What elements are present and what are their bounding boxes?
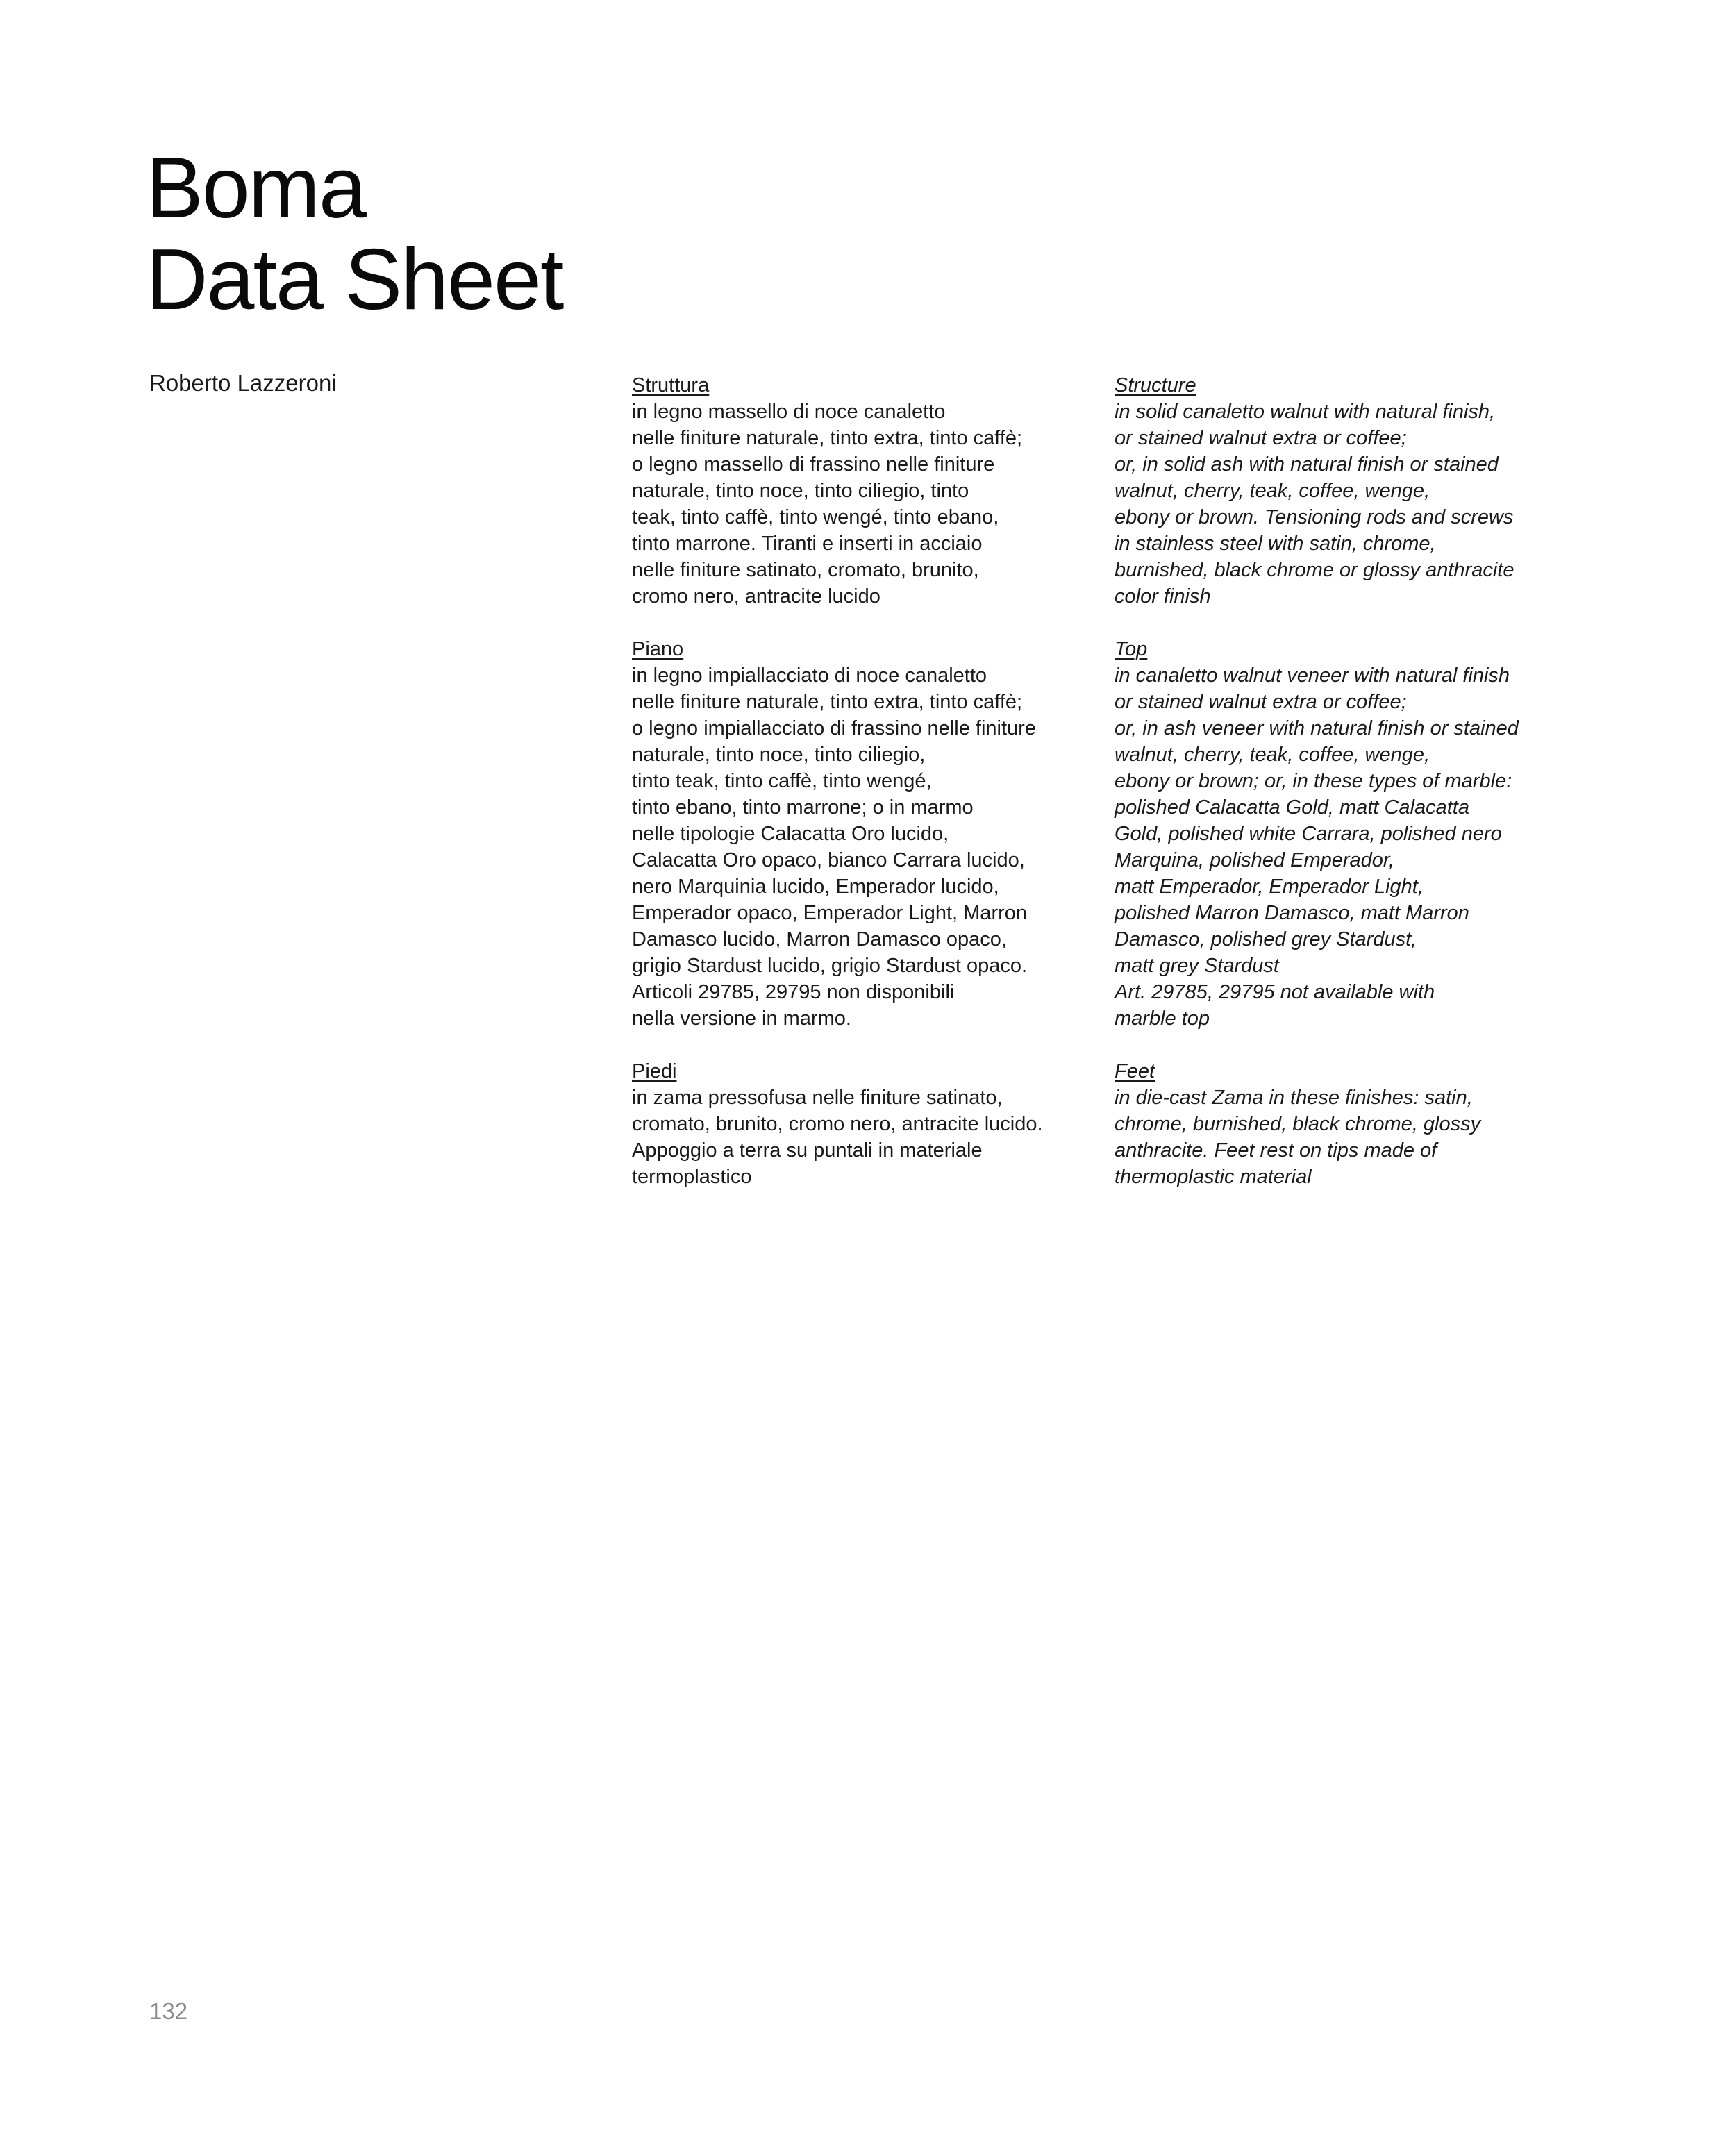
spec-line: cromo nero, antracite lucido — [632, 585, 880, 608]
spec-line: teak, tinto caffè, tinto wengé, tinto ebano, — [632, 506, 999, 528]
spec-line: or, in solid ash with natural finish or stained — [1115, 453, 1499, 476]
spec-section — [632, 372, 1090, 610]
spec-line: nelle finiture satinato, cromato, brunito, — [632, 559, 979, 581]
spec-line: in zama pressofusa nelle finiture satinato, — [632, 1087, 1003, 1109]
spec-line: marble top — [1115, 1007, 1210, 1030]
spec-line: Appoggio a terra su puntali in materiale — [632, 1139, 983, 1162]
spec-line: nero Marquinia lucido, Emperador lucido, — [632, 876, 999, 898]
english-spec-column — [1115, 372, 1573, 1216]
spec-line: termoplastico — [632, 1166, 752, 1188]
spec-line: nelle finiture naturale, tinto extra, tinto caffè; — [632, 427, 1023, 449]
spec-line: polished Calacatta Gold, matt Calacatta — [1115, 796, 1469, 819]
section-heading: Top — [1115, 638, 1148, 660]
spec-line: in legno massello di noce canaletto — [632, 401, 946, 423]
spec-line: o legno massello di frassino nelle finiture — [632, 453, 995, 476]
title-line-1: Boma — [146, 140, 365, 236]
spec-line: polished Marron Damasco, matt Marron — [1115, 902, 1469, 924]
spec-line: anthracite. Feet rest on tips made of — [1115, 1139, 1437, 1162]
spec-line: Gold, polished white Carrara, polished nero — [1115, 823, 1502, 845]
section-heading: Piano — [632, 638, 684, 660]
spec-line: walnut, cherry, teak, coffee, wenge, — [1115, 744, 1430, 766]
spec-line: nelle finiture naturale, tinto extra, tinto caffè; — [632, 691, 1023, 713]
spec-line: or, in ash veneer with natural finish or stained — [1115, 717, 1519, 739]
page-title — [146, 142, 562, 326]
spec-line: naturale, tinto noce, tinto ciliegio, — [632, 744, 926, 766]
spec-line: color finish — [1115, 585, 1211, 608]
spec-line: nella versione in marmo. — [632, 1007, 851, 1030]
spec-line: in solid canaletto walnut with natural finish, — [1115, 401, 1496, 423]
spec-line: grigio Stardust lucido, grigio Stardust opaco. — [632, 955, 1028, 977]
spec-line: ebony or brown. Tensioning rods and screws — [1115, 506, 1514, 528]
spec-section — [632, 1058, 1090, 1190]
spec-line: in legno impiallacciato di noce canaletto — [632, 664, 987, 687]
spec-line: in die-cast Zama in these finishes: satin, — [1115, 1087, 1473, 1109]
spec-line: burnished, black chrome or glossy anthracite — [1115, 559, 1514, 581]
spec-line: Art. 29785, 29795 not available with — [1115, 981, 1435, 1003]
spec-line: ebony or brown; or, in these types of marble: — [1115, 770, 1512, 792]
spec-line: Emperador opaco, Emperador Light, Marron — [632, 902, 1028, 924]
spec-line: tinto ebano, tinto marrone; o in marmo — [632, 796, 974, 819]
spec-line: nelle tipologie Calacatta Oro lucido, — [632, 823, 949, 845]
section-heading: Structure — [1115, 374, 1196, 396]
spec-line: Calacatta Oro opaco, bianco Carrara lucido, — [632, 849, 1025, 871]
spec-line: chrome, burnished, black chrome, glossy — [1115, 1113, 1481, 1135]
designer-name: Roberto Lazzeroni — [149, 370, 337, 396]
spec-section — [1115, 1058, 1573, 1190]
page-number: 132 — [149, 1998, 188, 2024]
spec-line: in canaletto walnut veneer with natural finish — [1115, 664, 1510, 687]
spec-section — [632, 636, 1090, 1032]
title-line-2: Data Sheet — [146, 232, 563, 328]
spec-line: in stainless steel with satin, chrome, — [1115, 533, 1436, 555]
section-heading: Struttura — [632, 374, 710, 396]
spec-line: Marquina, polished Emperador, — [1115, 849, 1395, 871]
spec-line: Articoli 29785, 29795 non disponibili — [632, 981, 955, 1003]
spec-section — [1115, 636, 1573, 1032]
spec-line: Damasco, polished grey Stardust, — [1115, 928, 1417, 951]
italian-spec-column — [632, 372, 1090, 1216]
section-heading: Feet — [1115, 1060, 1155, 1082]
spec-line: o legno impiallacciato di frassino nelle finiture — [632, 717, 1036, 739]
spec-line: matt Emperador, Emperador Light, — [1115, 876, 1424, 898]
spec-line: naturale, tinto noce, tinto ciliegio, tinto — [632, 480, 969, 502]
spec-line: tinto marrone. Tiranti e inserti in acciaio — [632, 533, 983, 555]
spec-line: or stained walnut extra or coffee; — [1115, 691, 1407, 713]
spec-line: thermoplastic material — [1115, 1166, 1312, 1188]
spec-section — [1115, 372, 1573, 610]
spec-line: Damasco lucido, Marron Damasco opaco, — [632, 928, 1007, 951]
spec-line: cromato, brunito, cromo nero, antracite lucido. — [632, 1113, 1043, 1135]
spec-line: tinto teak, tinto caffè, tinto wengé, — [632, 770, 932, 792]
spec-line: matt grey Stardust — [1115, 955, 1279, 977]
section-heading: Piedi — [632, 1060, 677, 1082]
spec-line: walnut, cherry, teak, coffee, wenge, — [1115, 480, 1430, 502]
spec-line: or stained walnut extra or coffee; — [1115, 427, 1407, 449]
